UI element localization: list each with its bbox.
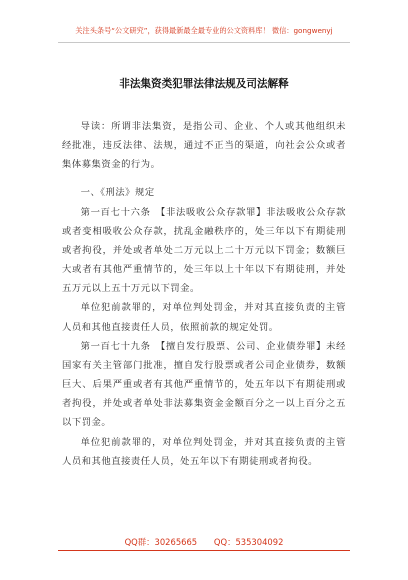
section-heading: 一、《刑法》规定 (80, 187, 155, 199)
header-divider (58, 42, 350, 43)
article-176-paragraph: 第一百七十六条 【非法吸收公众存款罪】非法吸收公众存款或者变相吸收公众存款，扰乱金融秩序的，处三年以下有期徒刑或者拘役，并处或者单处二万元以上二十万元以下罚金；数额巨大或者有其他严重情节的，处三年以上十年以下有期徒刑，并处五万元以上五十万元以下罚金。 (62, 206, 346, 295)
footer-divider (58, 550, 350, 551)
footer-contact: QQ群：30265665 QQ：535304092 (124, 537, 284, 547)
article-179-unit-paragraph: 单位犯前款罪的，对单位判处罚金，并对其直接负责的主管人员和其他直接责任人员，处五年以下有期徒刑或者拘役。 (62, 436, 346, 467)
article-179-paragraph: 第一百七十九条 【擅自发行股票、公司、企业债券罪】未经国家有关主管部门批准，擅自发行股票或者公司企业债券，数额巨大、后果严重或者有其他严重情节的，处五年以下有期徒刑或者拘役，并处或者单处非法募集资金金额百分之一以上百分之五以下罚金。 (62, 340, 346, 429)
intro-paragraph: 导读：所谓非法集资，是指公司、企业、个人或其他组织未经批准，违反法律、法规，通过不正当的渠道，向社会公众或者集体募集资金的行为。 (62, 121, 346, 171)
article-176-unit-paragraph: 单位犯前款罪的，对单位判处罚金，并对其直接负责的主管人员和其他直接责任人员，依照前款的规定处罚。 (62, 302, 346, 333)
document-title: 非法集资类犯罪法律法规及司法解释 (119, 78, 289, 90)
header-banner: 关注头条号“公文研究”，获得最新最全最专业的公文资料库！ 微信：gongwenyj (75, 26, 333, 35)
document-body (62, 117, 346, 471)
